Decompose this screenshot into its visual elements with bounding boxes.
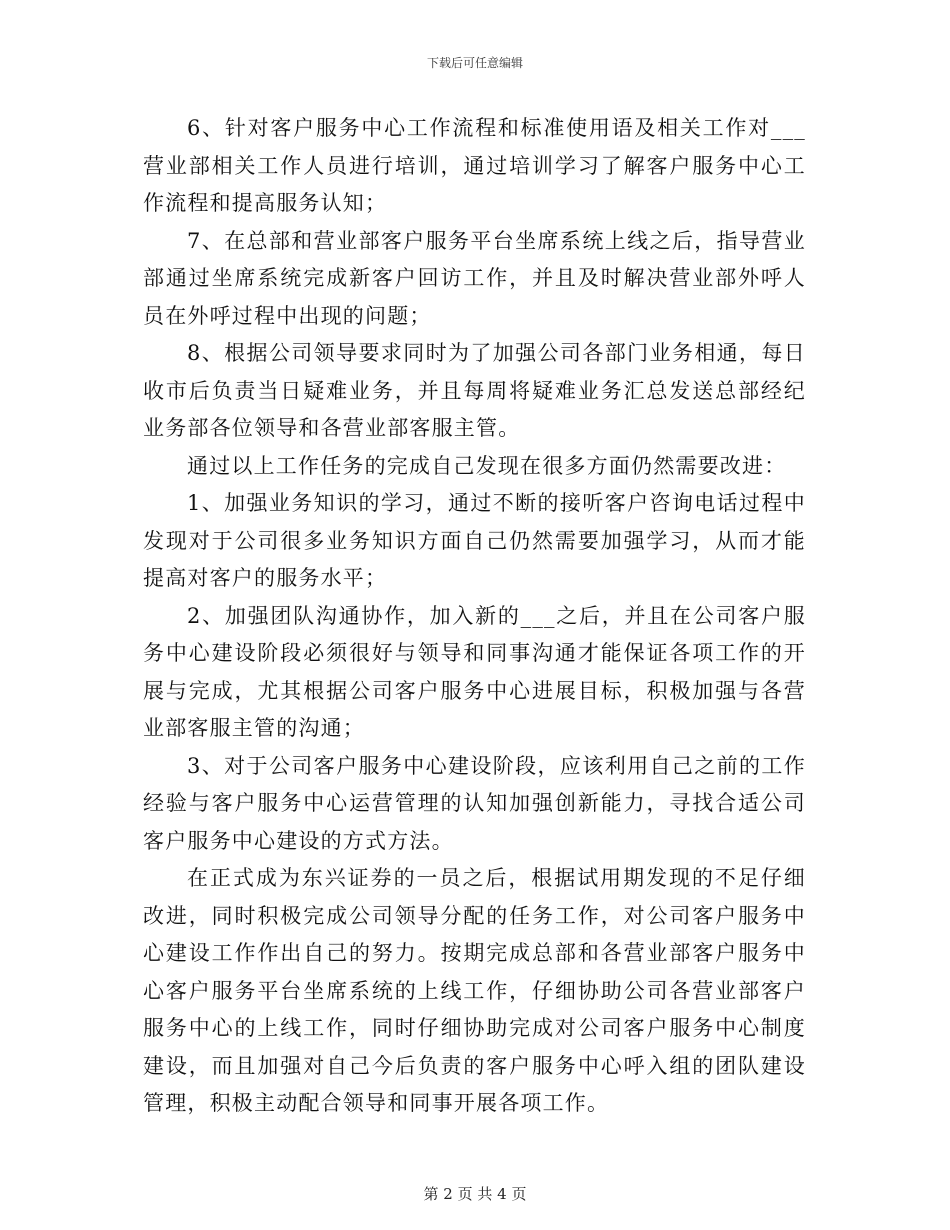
paragraph-improvement-2: 2、加强团队沟通协作，加入新的___之后，并且在公司客户服务中心建设阶段必须很好与领导和同事沟通才能保证各项工作的开展与完成，尤其根据公司客户服务中心进展目标，积极加强与各营业部客服主管的沟通； [143, 603, 806, 740]
paragraph-conclusion: 在正式成为东兴证券的一员之后，根据试用期发现的不足仔细改进，同时积极完成公司领导分配的任务工作，对公司客户服务中心建设工作作出自己的努力。按期完成总部和各营业部客户服务中心客户服务平台坐席系统的上线工作，仔细协助公司各营业部客户服务中心的上线工作，同时仔细协助完成对公司客户服务中心制度建设，而且加强对自己今后负责的客户服务中心呼入组的团队建设管理，积极主动配合领导和同事开展各项工作。 [143, 866, 806, 1115]
paragraph-item-6: 6、针对客户服务中心工作流程和标准使用语及相关工作对___营业部相关工作人员进行培训，通过培训学习了解客户服务中心工作流程和提高服务认知； [143, 116, 806, 215]
document-body [143, 110, 806, 1123]
page-header: 下载后可任意编辑 [426, 56, 523, 70]
paragraph-item-7: 7、在总部和营业部客户服务平台坐席系统上线之后，指导营业部通过坐席系统完成新客户回访工作，并且及时解决营业部外呼人员在外呼过程中出现的问题； [143, 228, 806, 328]
paragraph-improvement-intro: 通过以上工作任务的完成自己发现在很多方面仍然需要改进： [187, 453, 787, 478]
paragraph-improvement-3: 3、对于公司客户服务中心建设阶段，应该利用自己之前的工作经验与客户服务中心运营管理的认知加强创新能力，寻找合适公司客户服务中心建设的方式方法。 [143, 753, 806, 853]
paragraph-item-8: 8、根据公司领导要求同时为了加强公司各部门业务相通，每日收市后负责当日疑难业务，并且每周将疑难业务汇总发送总部经纪业务部各位领导和各营业部客服主管。 [143, 341, 806, 440]
paragraph-improvement-1: 1、加强业务知识的学习，通过不断的接听客户咨询电话过程中发现对于公司很多业务知识方面自己仍然需要加强学习，从而才能提高对客户的服务水平； [143, 491, 806, 590]
page-footer: 第 2 页 共 4 页 [423, 1185, 527, 1203]
